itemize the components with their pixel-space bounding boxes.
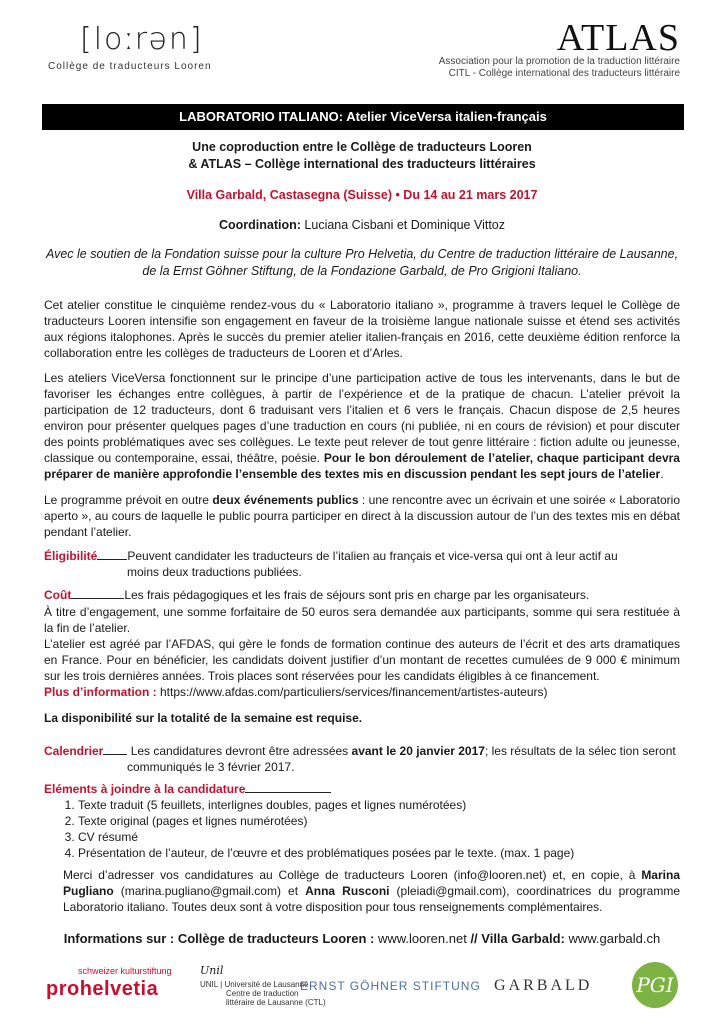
- eligibility-label: Éligibilité: [44, 549, 98, 563]
- eligibility-line-2: moins deux traductions publiées.: [127, 565, 302, 579]
- more-info: [44, 684, 680, 700]
- eligibility-underline: [97, 558, 127, 560]
- contact-text-e: (pleiadi@gmail.com), coordinatrices du programme Laboratorio italiano. Toutes deux sont à votre disposition pour tous renseignements complémentaires.: [63, 884, 681, 914]
- pro-helvetia-tagline: schweizer kulturstiftung: [78, 966, 172, 976]
- viceversa-bold: Pour le bon déroulement de l’atelier, chaque participant devra préparer de manière approfondie l’ensemble des textes mis en discussion pendant les sept jours de l’atelier: [44, 451, 680, 481]
- contact-name-1: Marina Pugliano: [63, 868, 680, 898]
- eligibility-section: [44, 548, 680, 564]
- atlas-line-1: Association pour la promotion de la traduction littéraire: [438, 56, 680, 67]
- cost-underline: [71, 597, 124, 599]
- eligibility-line-1: Peuvent candidater les traducteurs de l’italien au français et vice-versa qui ont à leur actif au: [127, 549, 618, 563]
- garbald-link[interactable]: www.garbald.ch: [568, 931, 661, 946]
- contact-text-c: (marina.pugliano@gmail.com) et: [113, 884, 306, 898]
- elements-label: Eléments à joindre à la candidature: [44, 782, 246, 796]
- pro-helvetia-logo: prohelvetia: [46, 978, 159, 1000]
- garbald-logo: GARBALD: [494, 977, 593, 994]
- availability-notice: La disponibilité sur la totalité de la semaine est requise.: [44, 711, 363, 725]
- calendar-section: [44, 743, 680, 759]
- events-text-a: Le programme prévoit en outre: [44, 493, 213, 507]
- pgi-logo: PGI: [632, 962, 678, 1008]
- calendar-text-a: Les candidatures devront être adressées: [130, 744, 352, 758]
- support-line-2: de la Ernst Göhner Stiftung, de la Fondazione Garbald, de Pro Grigioni Italiano.: [142, 264, 582, 278]
- looren-link[interactable]: www.looren.net: [377, 931, 467, 946]
- info-garbald-label: // Villa Garbald:: [466, 931, 569, 946]
- more-info-label: Plus d’information :: [44, 685, 157, 699]
- cost-deposit: À titre d’engagement, une somme forfaitaire de 50 euros sera demandée aux participants, somme qui sera restituée à la fin de l’atelier.: [44, 605, 680, 635]
- elements-underline: [245, 791, 331, 793]
- contact-name-2: Anna Rusconi: [305, 884, 390, 898]
- coordination-label: Coordination:: [219, 218, 301, 232]
- list-item: 1. Texte traduit (5 feuillets, interlignes doubles, pages et lignes numérotées): [78, 797, 664, 813]
- banner-title: LABORATORIO ITALIANO: Atelier ViceVersa italien-français: [179, 109, 547, 124]
- elements-section: [44, 781, 680, 797]
- info-label: Informations sur : Collège de traducteurs Looren :: [63, 931, 378, 946]
- calendar-text-c: ; les résultats de la sélec tion seront: [484, 744, 676, 758]
- viceversa-text: Les ateliers ViceVersa fonctionnent sur le principe d’une participation active de tous les intervenants, dans le but de favoriser les échanges entre collègues, à partir de l’expérience et de la pratique de chacun. L’atelier prévoit la participation de 12 traducteurs, dont 6 traduisant vers l’italien et 6 vers le français. Chacun dispose de 2,5 heures environ pour présenter quelques pages d’une traduction en cours (ni publiée, ni en cours de révision) et pour discuter des points problématiques avec ses collègues. Le texte peut relever de tout genre littéraire : fiction adulte ou jeunesse, classique ou contemporaine, essai, théâtre, poésie.: [44, 371, 680, 465]
- paragraph-intro: Cet atelier constitue le cinquième rendez-vous du « Laboratorio italiano », programme à travers lequel le Collège de traducteurs Looren intensifie son engagement en faveur de la troisième langue nationale suisse et étend ses activités aux régions italophones. Après le succès du premier atelier italien-français en 2016, cette deuxième édition renforce la collaboration entre les collèges de traducteurs de Looren et d’Arles.: [44, 298, 680, 360]
- contact-paragraph: [63, 867, 680, 915]
- venue-dates: Villa Garbald, Castasegna (Suisse) • Du 14 au 21 mars 2017: [186, 188, 538, 202]
- atlas-logo: ATLAS: [556, 17, 680, 59]
- elements-list: [44, 797, 664, 861]
- events-text-c: : une rencontre avec un écrivain et une soirée « Laboratorio aperto », au cours de laquelle le public pourra participer en direct à la discussion autour de l’un des textes mis en débat pendant l’atelier.: [44, 493, 680, 539]
- paragraph-viceversa: [44, 370, 680, 482]
- cost-label: Coût: [44, 588, 72, 602]
- looren-logo: [loːrən]: [80, 22, 204, 57]
- calendar-line-2: communiqués le 3 février 2017.: [127, 760, 295, 774]
- unil-logo: Unil: [200, 964, 224, 977]
- support-line-1: Avec le soutien de la Fondation suisse pour la culture Pro Helvetia, du Centre de traduction littéraire de Lausanne,: [45, 247, 679, 261]
- coordination-value: Luciana Cisbani et Dominique Vittoz: [300, 218, 505, 232]
- cost-afdas: L’atelier est agréé par l’AFDAS, qui gère le fonds de formation continue des auteurs de l’écrit et des arts dramatiques en France. Pour en bénéficier, les candidats doivent justifier d’un montant de recettes cumulées de 9 000 € minimum sur les trois dernières années. Trois places sont réservées pour les candidats éligibles à ce financement.: [44, 637, 680, 683]
- more-info-link[interactable]: https://www.afdas.com/particuliers/services/financement/artistes-auteurs): [156, 685, 548, 699]
- paragraph-events: [44, 492, 680, 540]
- coproduction-line-1: Une coproduction entre le Collège de traducteurs Looren: [192, 140, 532, 154]
- coproduction-line-2: & ATLAS – Collège international des traducteurs littéraires: [188, 157, 536, 171]
- list-item: 2. Texte original (pages et lignes numérotées): [78, 813, 664, 829]
- events-bold: deux événements publics: [212, 493, 359, 507]
- unil-line-2: Centre de traduction: [226, 989, 299, 998]
- cost-section: [44, 587, 680, 603]
- viceversa-end: .: [660, 467, 664, 481]
- coordination: [30, 218, 694, 232]
- looren-subtitle: Collège de traducteurs Looren: [48, 61, 212, 72]
- contact-text-a: Merci d’adresser vos candidatures au Collège de traducteurs Looren (info@looren.net) et, en copie, à: [63, 868, 642, 882]
- unil-line-1: UNIL | Université de Lausanne: [200, 980, 309, 989]
- calendar-label: Calendrier: [44, 744, 104, 758]
- unil-line-3: littéraire de Lausanne (CTL): [226, 998, 326, 1007]
- calendar-deadline: avant le 20 janvier 2017: [351, 744, 485, 758]
- cost-line-1: Les frais pédagogiques et les frais de séjours sont pris en charge par les organisateurs.: [124, 588, 590, 602]
- ernst-goehner-logo: ERNST GÖHNER STIFTUNG: [300, 979, 481, 993]
- atlas-subtitle: [439, 56, 680, 80]
- atlas-line-2: CITL - Collège international des traducteurs littéraire: [448, 68, 680, 79]
- list-item: 4. Présentation de l’auteur, de l’œuvre et des problématiques posées par le texte. (max. 1 page): [78, 845, 664, 861]
- info-line: [30, 931, 694, 946]
- calendar-underline: [103, 753, 127, 755]
- list-item: 3. CV résumé: [78, 829, 664, 845]
